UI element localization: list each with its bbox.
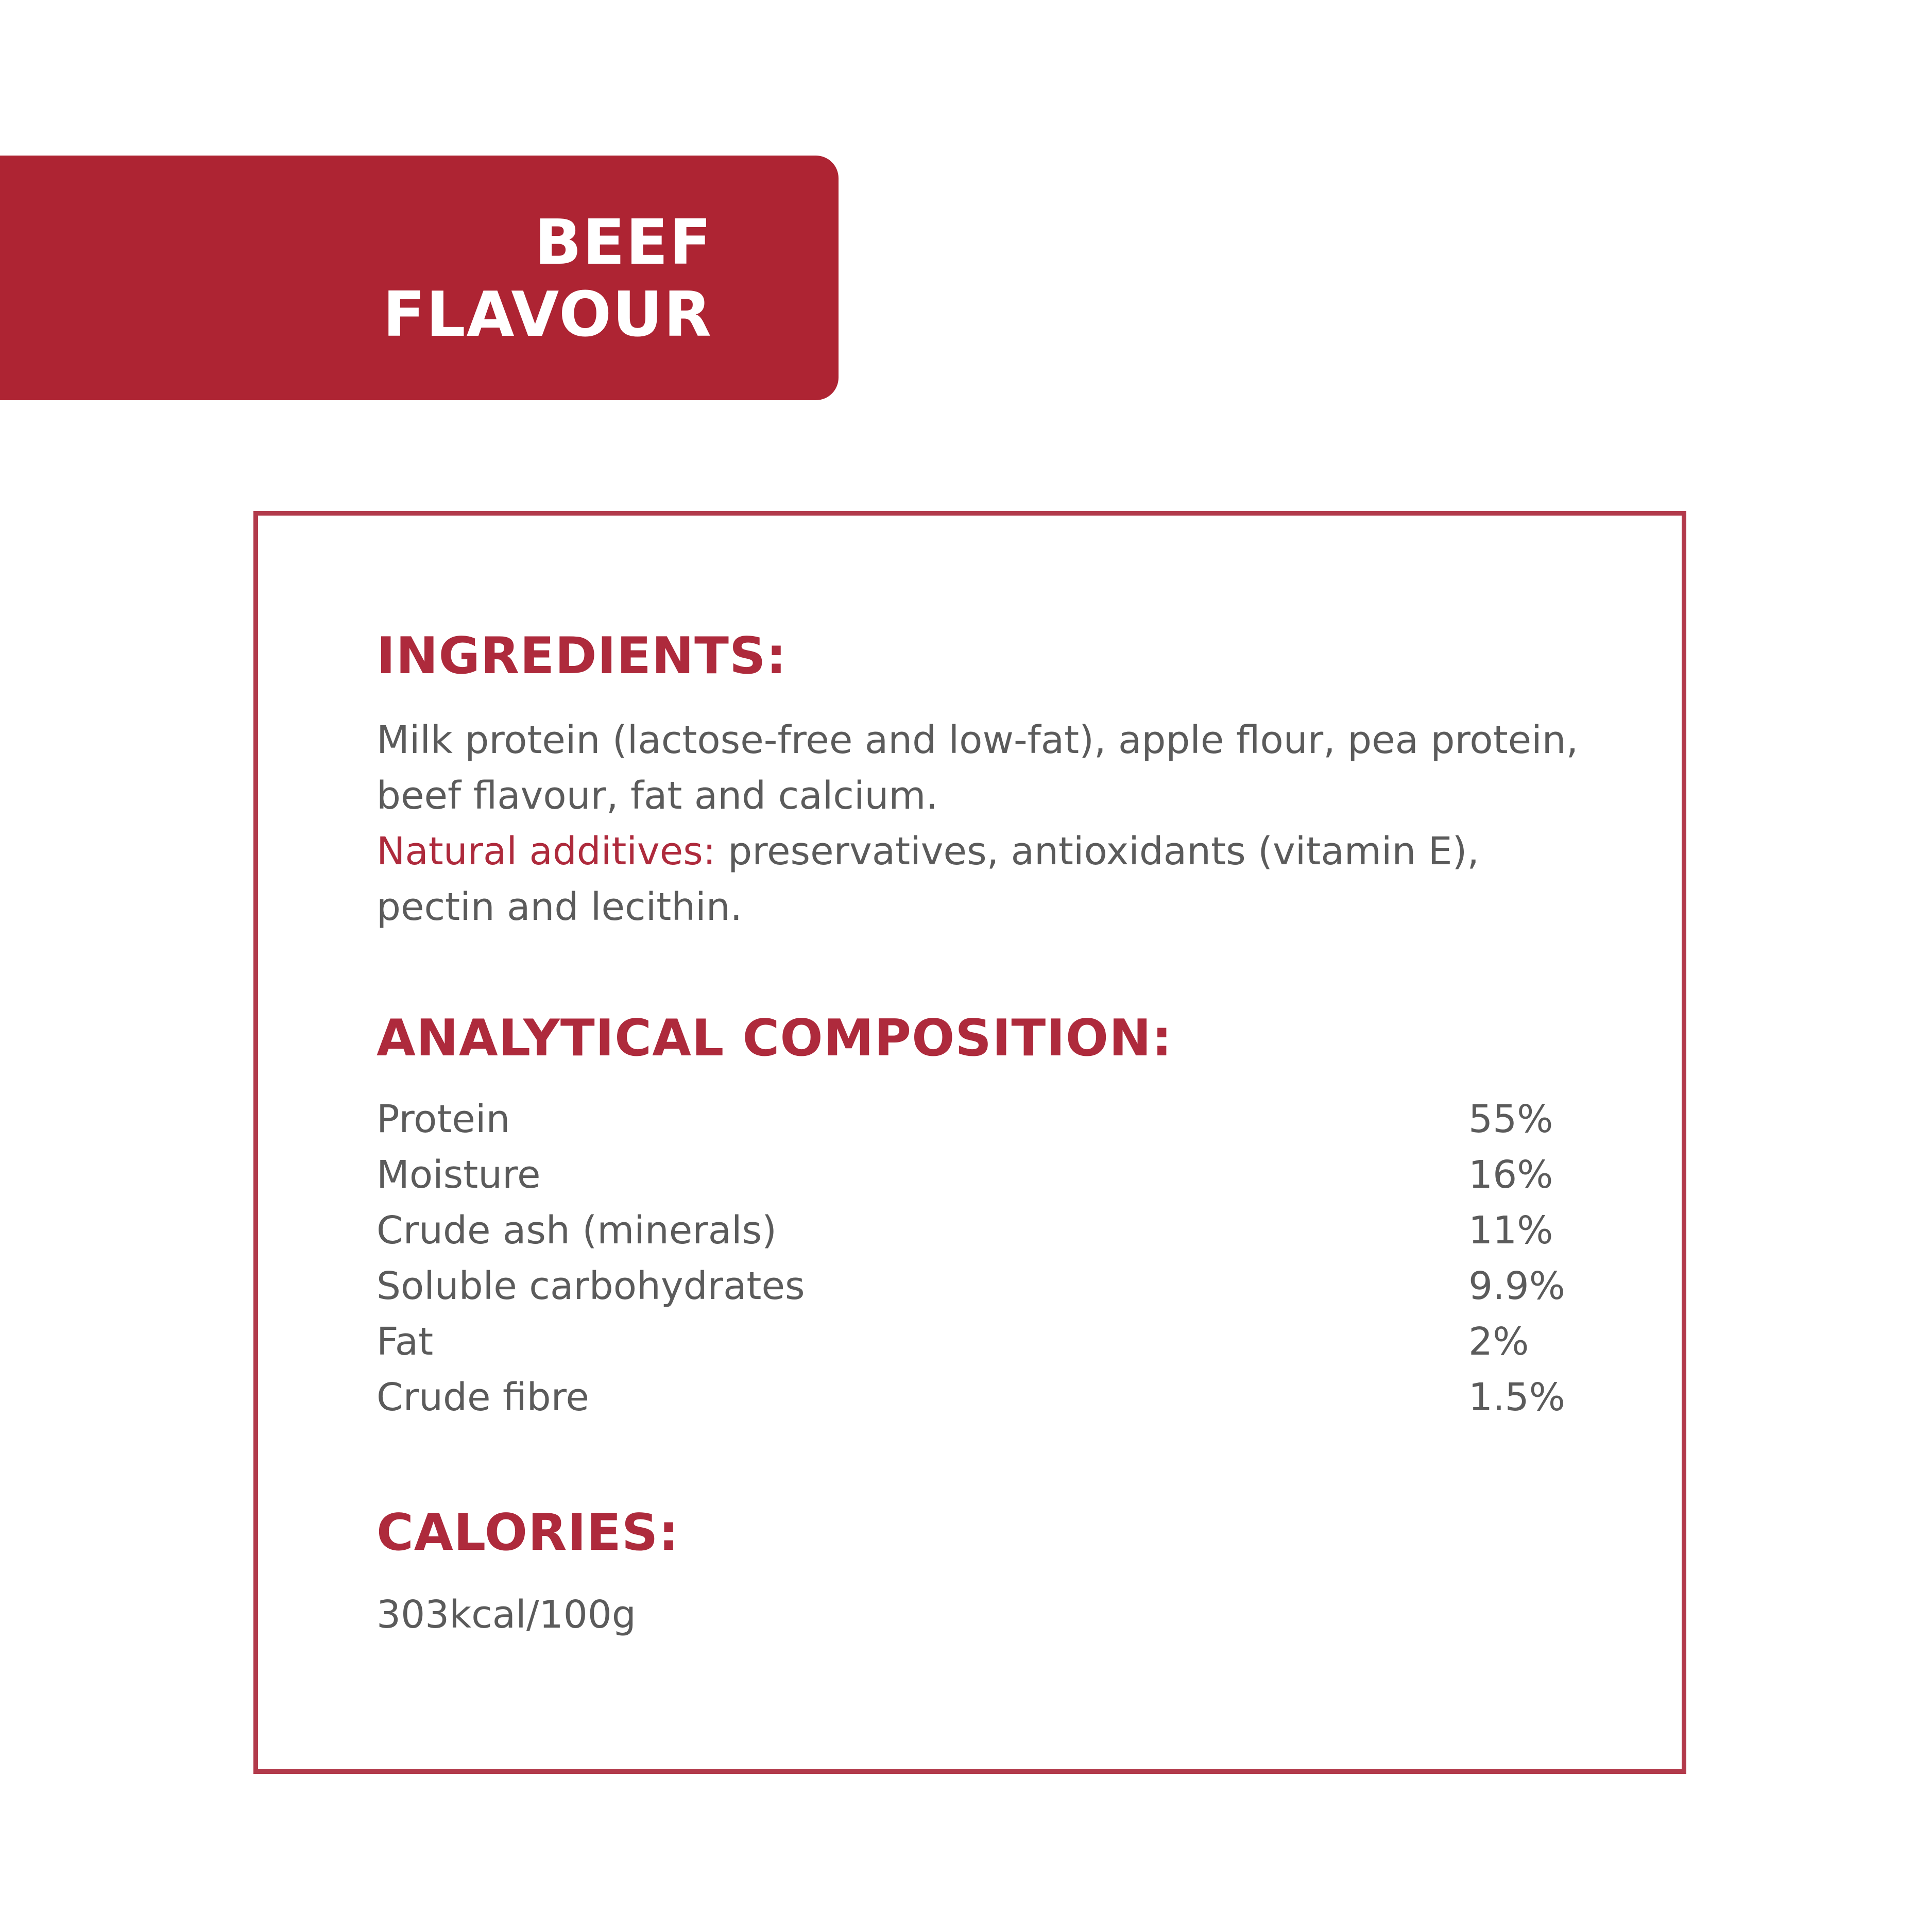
composition-value: 2% [1468,1320,1529,1364]
composition-value: 11% [1468,1208,1553,1253]
ingredients-text [377,712,1582,935]
natural-additives-label: Natural additives: [377,829,716,874]
composition-row-protein [377,1091,1561,1147]
composition-label: Fat [377,1320,434,1364]
flavour-banner [0,156,839,400]
ingredients-list: Milk protein (lactose-free and low-fat), apple flour, pea protein, beef flavour, fat and calcium. [377,718,1579,818]
composition-value: 1.5% [1468,1375,1565,1420]
flavour-title [383,207,712,351]
composition-label: Soluble carbohydrates [377,1264,805,1308]
calories-heading: CALORIES: [377,1503,679,1562]
composition-row-crude-ash [377,1203,1561,1258]
composition-value: 55% [1468,1097,1553,1141]
composition-label: Crude fibre [377,1375,589,1420]
composition-row-soluble-carbohydrates [377,1258,1565,1314]
flavour-title-line2: FLAVOUR [383,279,712,351]
analytical-composition-heading: ANALYTICAL COMPOSITION: [377,1009,1173,1068]
composition-value: 9.9% [1468,1264,1565,1308]
composition-label: Crude ash (minerals) [377,1208,777,1253]
composition-label: Protein [377,1097,510,1141]
composition-value: 16% [1468,1153,1553,1197]
composition-label: Moisture [377,1153,541,1197]
flavour-title-line1: BEEF [534,207,712,279]
composition-row-fat [377,1314,1561,1370]
composition-list [377,1091,1565,1425]
natural-additives-text: preservatives, antioxidants (vitamin E), pectin and lecithin. [377,829,1479,929]
composition-row-crude-fibre [377,1370,1565,1425]
calories-value: 303kcal/100g [377,1593,636,1637]
nutrition-info-box [253,511,1686,1774]
ingredients-heading: INGREDIENTS: [377,627,787,686]
composition-row-moisture [377,1147,1561,1203]
